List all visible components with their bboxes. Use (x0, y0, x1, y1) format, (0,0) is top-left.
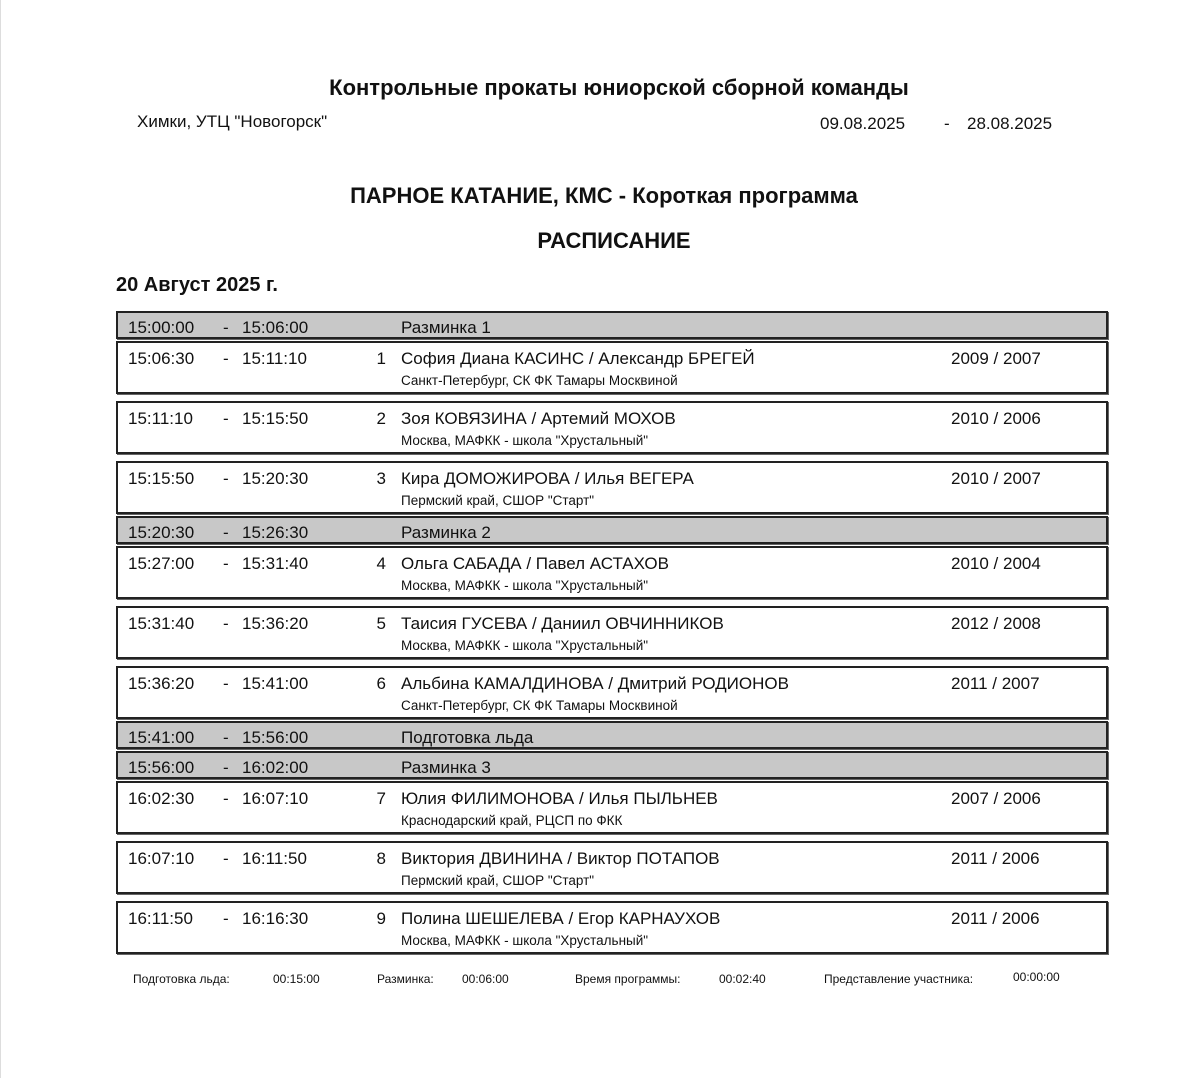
birth-years: 2012 / 2008 (951, 614, 1041, 633)
day-heading: 20 Август 2025 г. (116, 274, 278, 296)
pair-names: Виктория ДВИНИНА / Виктор ПОТАПОВ (401, 849, 720, 868)
start-number: 5 (376, 614, 386, 633)
table-row (116, 666, 1108, 719)
club: Москва, МАФКК - школа "Хрустальный" (401, 933, 649, 948)
schedule-table (116, 311, 1108, 954)
table-row (116, 461, 1108, 514)
break-row (116, 311, 1108, 339)
event-title: ПАРНОЕ КАТАНИЕ, КМС - Короткая программа (350, 183, 858, 208)
pair-names: Альбина КАМАЛДИНОВА / Дмитрий РОДИОНОВ (401, 674, 789, 693)
end-time: 15:11:10 (242, 349, 307, 368)
date-to: 28.08.2025 (967, 114, 1053, 133)
start-time: 15:36:20 (128, 674, 195, 693)
date-separator: - (944, 114, 950, 133)
footer-intro-label: Представление участника: (824, 972, 974, 986)
birth-years: 2010 / 2004 (951, 554, 1041, 573)
competition-title: Контрольные прокаты юниорской сборной команды (329, 75, 909, 100)
start-time: 16:11:50 (128, 909, 193, 928)
start-time: 16:07:10 (128, 849, 195, 868)
birth-years: 2011 / 2006 (951, 849, 1040, 868)
start-time: 15:31:40 (128, 614, 195, 633)
start-time: 15:06:30 (128, 349, 195, 368)
club: Москва, МАФКК - школа "Хрустальный" (401, 578, 649, 593)
birth-years: 2010 / 2006 (951, 409, 1041, 428)
time-dash: - (223, 728, 229, 747)
end-time: 15:36:20 (242, 614, 309, 633)
end-time: 16:16:30 (242, 909, 309, 928)
pair-names: Юлия ФИЛИМОНОВА / Илья ПЫЛЬНЕВ (401, 789, 718, 808)
end-time: 15:41:00 (242, 674, 309, 693)
footer-warmup-label: Разминка: (377, 972, 434, 986)
time-dash: - (223, 909, 229, 928)
break-row (116, 721, 1108, 749)
end-time: 15:31:40 (242, 554, 309, 573)
table-row (116, 341, 1108, 394)
time-dash: - (223, 554, 229, 573)
table-row (116, 401, 1108, 454)
birth-years: 2011 / 2007 (951, 674, 1040, 693)
start-number: 6 (376, 674, 386, 693)
time-dash: - (223, 523, 229, 542)
club: Краснодарский край, РЦСП по ФКК (401, 813, 623, 828)
end-time: 15:56:00 (242, 728, 309, 747)
pair-names: Таисия ГУСЕВА / Даниил ОВЧИННИКОВ (401, 614, 724, 633)
break-row (116, 751, 1108, 779)
birth-years: 2009 / 2007 (951, 349, 1041, 368)
pair-names: Полина ШЕШЕЛЕВА / Егор КАРНАУХОВ (401, 909, 721, 928)
table-row (116, 841, 1108, 894)
end-time: 15:20:30 (242, 469, 309, 488)
footer-program-label: Время программы: (575, 972, 681, 986)
start-time: 15:27:00 (128, 554, 195, 573)
footer-program-value: 00:02:40 (719, 972, 766, 986)
start-time: 15:00:00 (128, 318, 195, 337)
start-time: 15:11:10 (128, 409, 193, 428)
time-dash: - (223, 789, 229, 808)
start-number: 2 (376, 409, 386, 428)
start-time: 16:02:30 (128, 789, 195, 808)
club: Пермский край, СШОР "Старт" (401, 493, 595, 508)
break-label: Разминка 3 (401, 758, 491, 777)
end-time: 16:02:00 (242, 758, 309, 777)
schedule-title: РАСПИСАНИЕ (537, 228, 691, 253)
table-row (116, 781, 1108, 834)
time-dash: - (223, 349, 229, 368)
start-number: 3 (376, 469, 386, 488)
start-time: 15:20:30 (128, 523, 195, 542)
pair-names: София Диана КАСИНС / Александр БРЕГЕЙ (401, 349, 755, 368)
pair-names: Ольга САБАДА / Павел АСТАХОВ (401, 554, 669, 573)
table-row (116, 606, 1108, 659)
time-dash: - (223, 849, 229, 868)
time-dash: - (223, 614, 229, 633)
table-row (116, 901, 1108, 954)
break-label: Разминка 1 (401, 318, 491, 337)
time-dash: - (223, 318, 229, 337)
break-label: Разминка 2 (401, 523, 491, 542)
time-dash: - (223, 758, 229, 777)
start-time: 15:15:50 (128, 469, 195, 488)
date-from: 09.08.2025 (820, 114, 906, 133)
footer-intro-value: 00:00:00 (1013, 970, 1060, 984)
birth-years: 2007 / 2006 (951, 789, 1041, 808)
start-number: 9 (376, 909, 386, 928)
birth-years: 2010 / 2007 (951, 469, 1041, 488)
pair-names: Кира ДОМОЖИРОВА / Илья ВЕГЕРА (401, 469, 694, 488)
club: Санкт-Петербург, СК ФК Тамары Москвиной (401, 698, 678, 713)
break-label: Подготовка льда (401, 728, 534, 747)
start-number: 7 (376, 789, 386, 808)
end-time: 15:06:00 (242, 318, 309, 337)
pair-names: Зоя КОВЯЗИНА / Артемий МОХОВ (401, 409, 676, 428)
start-number: 1 (376, 349, 386, 368)
footer-warmup-value: 00:06:00 (462, 972, 509, 986)
start-time: 15:56:00 (128, 758, 195, 777)
time-dash: - (223, 469, 229, 488)
end-time: 15:26:30 (242, 523, 309, 542)
end-time: 15:15:50 (242, 409, 309, 428)
birth-years: 2011 / 2006 (951, 909, 1040, 928)
time-dash: - (223, 409, 229, 428)
break-row (116, 516, 1108, 544)
club: Москва, МАФКК - школа "Хрустальный" (401, 433, 649, 448)
club: Пермский край, СШОР "Старт" (401, 873, 595, 888)
table-row (116, 546, 1108, 599)
club: Москва, МАФКК - школа "Хрустальный" (401, 638, 649, 653)
start-number: 4 (376, 554, 386, 573)
start-number: 8 (376, 849, 386, 868)
start-time: 15:41:00 (128, 728, 195, 747)
footer-ice-label: Подготовка льда: (133, 972, 230, 986)
end-time: 16:07:10 (242, 789, 309, 808)
time-dash: - (223, 674, 229, 693)
end-time: 16:11:50 (242, 849, 307, 868)
venue: Химки, УТЦ "Новогорск" (137, 112, 328, 131)
club: Санкт-Петербург, СК ФК Тамары Москвиной (401, 373, 678, 388)
footer-ice-value: 00:15:00 (273, 972, 320, 986)
